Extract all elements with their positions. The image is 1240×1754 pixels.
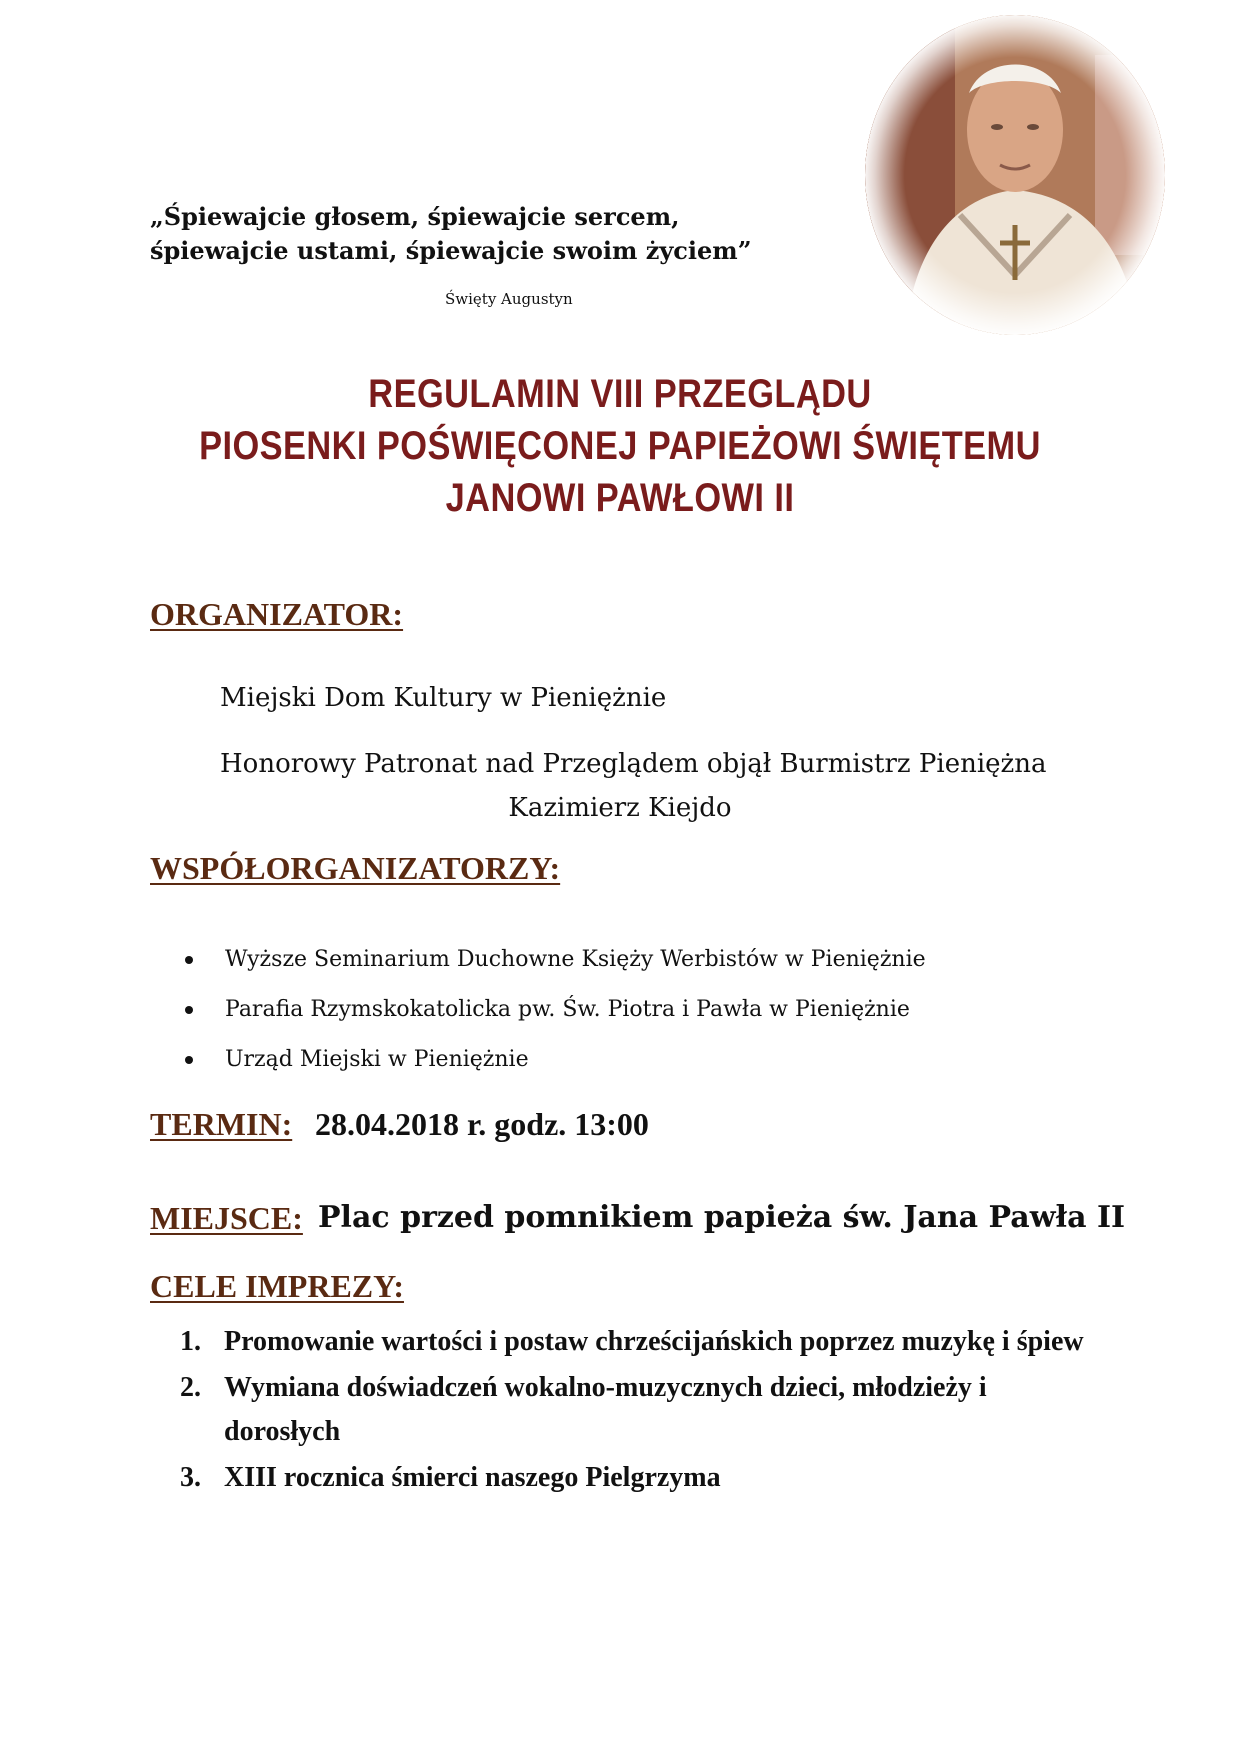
list-item: Parafia Rzymskokatolicka pw. Św. Piotra i Pawła w Pieniężnie xyxy=(185,985,926,1035)
pope-portrait-image xyxy=(865,15,1165,335)
list-item: 3. XIII rocznica śmierci naszego Pielgrzyma xyxy=(180,1462,721,1493)
patron-name: Kazimierz Kiejdo xyxy=(508,793,732,823)
term-heading: TERMIN: xyxy=(150,1106,293,1142)
term-value: 28.04.2018 r. godz. 13:00 xyxy=(315,1106,649,1142)
patronage-text: Honorowy Patronat nad Przeglądem objął Burmistrz Pieniężna xyxy=(220,749,1047,779)
quote-text: „Śpiewajcie głosem, śpiewajcie sercem, śpiewajcie ustami, śpiewajcie swoim życiem” xyxy=(150,202,752,265)
organizer-heading: ORGANIZATOR: xyxy=(150,596,404,632)
page-title-line-2: PIOSENKI POŚWIĘCONEJ PAPIEŻOWI ŚWIĘTEMU xyxy=(199,424,1041,468)
list-item: 1. Promowanie wartości i postaw chrześcijańskich poprzez muzykę i śpiew xyxy=(180,1326,1084,1357)
place-value: Plac przed pomnikiem papieża św. Jana Pawła II xyxy=(318,1200,1126,1235)
bullet-icon xyxy=(185,1006,193,1014)
coorganizers-heading: WSPÓŁORGANIZATORZY: xyxy=(150,850,561,886)
quote-author: Święty Augustyn xyxy=(445,290,573,308)
list-item: Wyższe Seminarium Duchowne Księży Werbistów w Pieniężnie xyxy=(185,935,926,985)
page-title-line-1: REGULAMIN VIII PRZEGLĄDU xyxy=(368,372,872,416)
goals-heading: CELE IMPREZY: xyxy=(150,1268,404,1304)
list-item: 2. Wymiana doświadczeń wokalno-muzycznych dzieci, młodzieży i dorosłych xyxy=(180,1372,987,1447)
bullet-icon xyxy=(185,1056,193,1064)
coorganizers-list xyxy=(185,935,926,1085)
page-title-line-3: JANOWI PAWŁOWI II xyxy=(445,476,795,520)
list-item: Urząd Miejski w Pieniężnie xyxy=(185,1035,926,1085)
portrait-vignette xyxy=(865,15,1165,335)
place-heading: MIEJSCE: xyxy=(150,1200,303,1236)
organizer-name: Miejski Dom Kultury w Pieniężnie xyxy=(220,683,667,713)
goals-list xyxy=(180,1320,1100,1502)
bullet-icon xyxy=(185,956,193,964)
